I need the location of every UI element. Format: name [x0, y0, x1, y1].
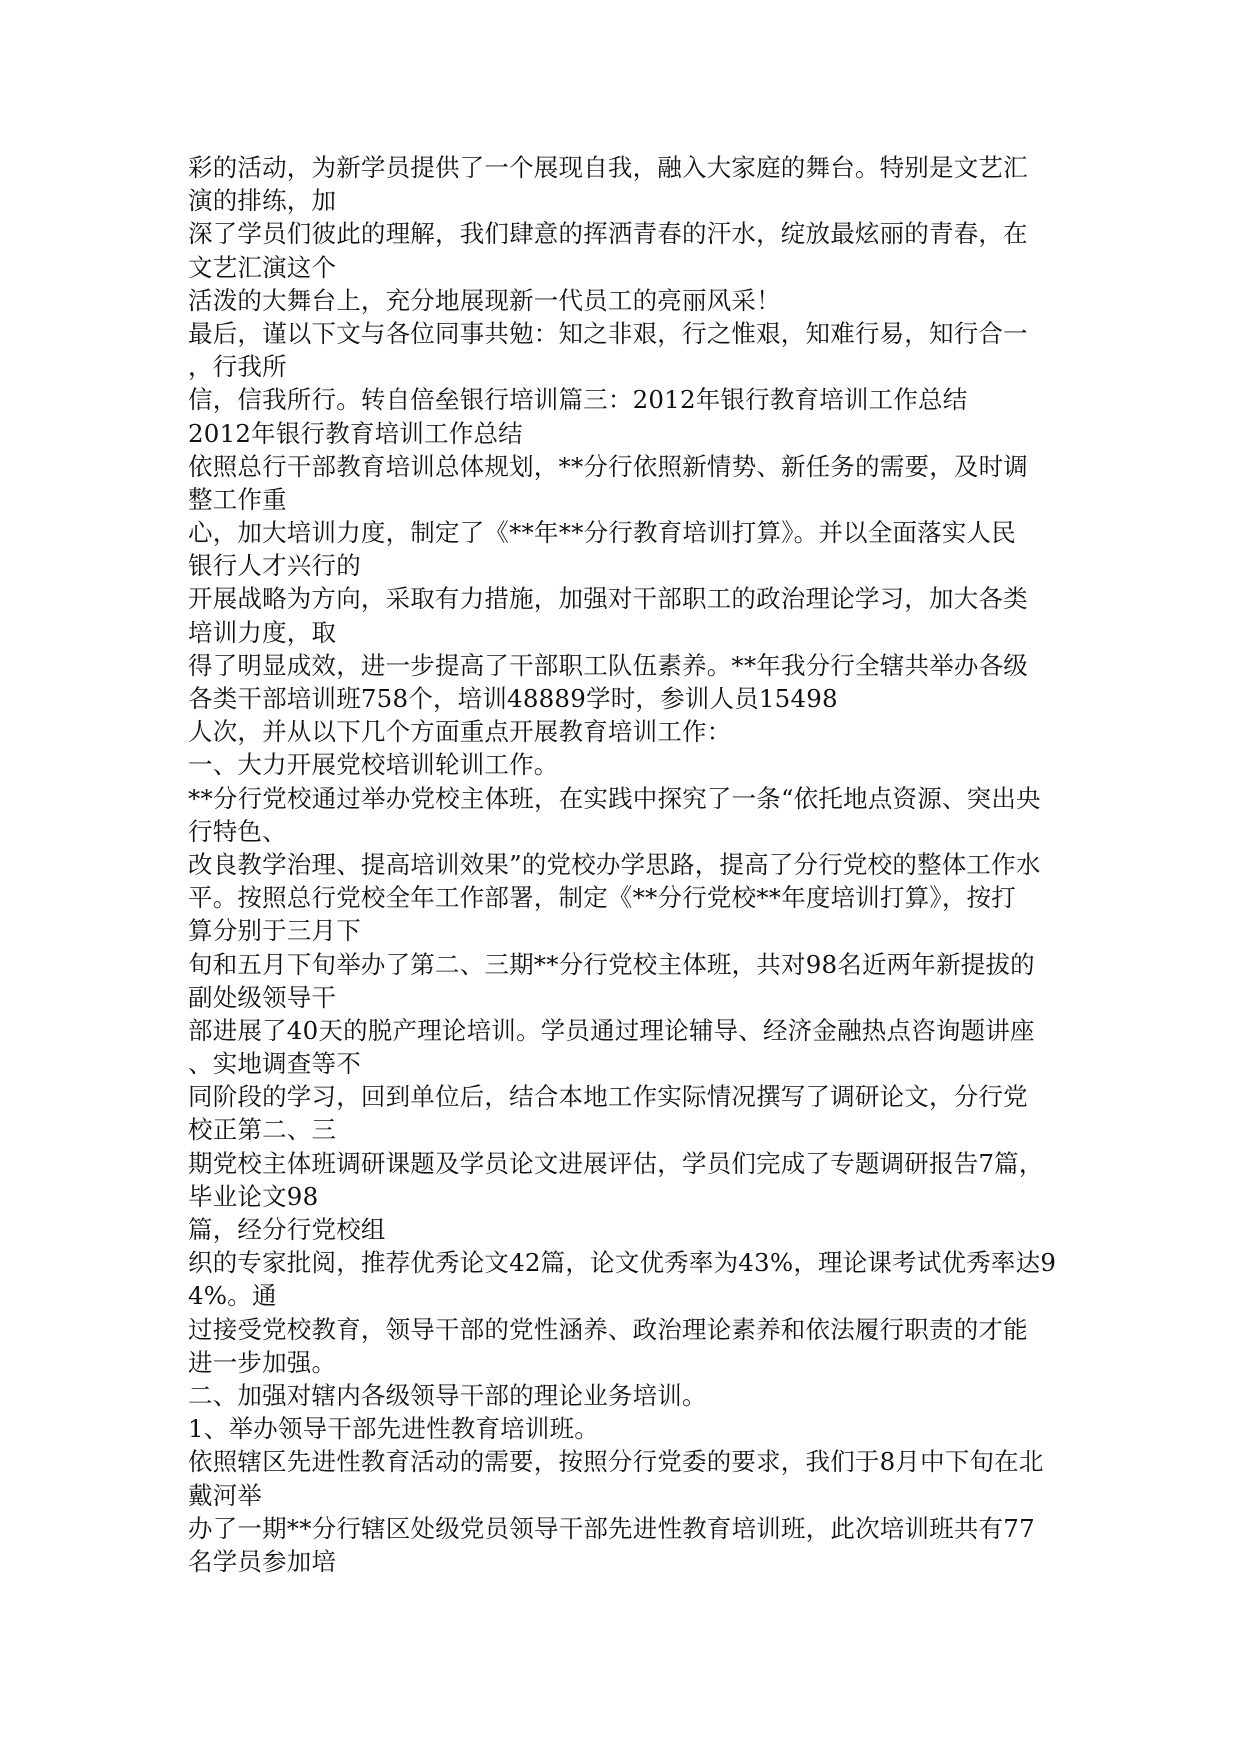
text-line: 戴河举 [188, 1480, 263, 1510]
text-line: 行特色、 [188, 816, 287, 846]
text-line: 副处级领导干 [188, 982, 337, 1012]
text-line: 算分别于三月下 [188, 916, 361, 946]
text-line: 旬和五月下旬举办了第二、三期**分行党校主体班，共对98名近两年新提拔的 [188, 949, 1035, 979]
text-line: 一、大力开展党校培训轮训工作。 [188, 750, 559, 780]
text-line: 同阶段的学习，回到单位后，结合本地工作实际情况撰写了调研论文，分行党 [188, 1082, 1028, 1112]
text-line: 期党校主体班调研课题及学员论文进展评估，学员们完成了专题调研报告7篇， [188, 1148, 1044, 1178]
text-line: 开展战略为方向，采取有力措施，加强对干部职工的政治理论学习，加大各类 [188, 584, 1028, 614]
text-line: 改良教学治理、提高培训效果”的党校办学思路，提高了分行党校的整体工作水 [188, 849, 1041, 879]
text-line: 心，加大培训力度，制定了《**年**分行教育培训打算》。并以全面落实人民 [188, 518, 1016, 548]
text-line: 人次，并从以下几个方面重点开展教育培训工作： [188, 717, 732, 747]
text-line: 最后，谨以下文与各位同事共勉：知之非艰，行之惟艰，知难行易，知行合一 [188, 318, 1028, 348]
document-body [188, 151, 1068, 1578]
text-line: 校正第二、三 [188, 1115, 337, 1145]
text-line: 银行人才兴行的 [188, 551, 361, 581]
text-line: 得了明显成效，进一步提高了干部职工队伍素养。**年我分行全辖共举办各级 [188, 650, 1028, 680]
text-line: 4%。通 [188, 1281, 277, 1311]
text-line: **分行党校通过举办党校主体班，在实践中探究了一条“依托地点资源、突出央 [188, 783, 1041, 813]
text-line: 部进展了40天的脱产理论培训。学员通过理论辅导、经济金融热点咨询题讲座 [188, 1015, 1035, 1045]
text-line: 2012年银行教育培训工作总结 [188, 418, 523, 448]
text-line: 整工作重 [188, 484, 287, 514]
text-line: 各类干部培训班758个，培训48889学时，参训人员15498 [188, 684, 838, 713]
text-line: 篇，经分行党校组 [188, 1215, 386, 1244]
text-line: 、实地调查等不 [188, 1049, 361, 1079]
text-line: 培训力度，取 [188, 617, 337, 647]
text-line: 织的专家批阅，推荐优秀论文42篇，论文优秀率为43%，理论课考试优秀率达9 [188, 1248, 1057, 1278]
text-line: 二、加强对辖内各级领导干部的理论业务培训。 [188, 1380, 707, 1410]
text-line: 毕业论文98 [188, 1181, 319, 1211]
text-line: 名学员参加培 [188, 1546, 337, 1576]
text-line: 彩的活动，为新学员提供了一个展现自我，融入大家庭的舞台。特别是文艺汇 [188, 153, 1028, 182]
text-line: 进一步加强。 [188, 1347, 337, 1377]
text-line: 过接受党校教育，领导干部的党性涵养、政治理论素养和依法履行职责的才能 [188, 1314, 1028, 1344]
text-line: ，行我所 [188, 352, 287, 382]
text-line: 依照辖区先进性教育活动的需要，按照分行党委的要求，我们于8月中下旬在北 [188, 1447, 1044, 1477]
text-line: 1、举办领导干部先进性教育培训班。 [188, 1414, 599, 1444]
text-line: 依照总行干部教育培训总体规划，**分行依照新情势、新任务的需要，及时调 [188, 451, 1028, 481]
text-line: 办了一期**分行辖区处级党员领导干部先进性教育培训班，此次培训班共有77 [188, 1513, 1035, 1543]
text-line: 演的排练，加 [188, 186, 337, 216]
text-line: 信，信我所行。转自倍垒银行培训篇三：2012年银行教育培训工作总结 [188, 385, 968, 415]
text-line: 深了学员们彼此的理解，我们肆意的挥洒青春的汗水，绽放最炫丽的青春，在 [188, 219, 1028, 249]
text-line: 平。按照总行党校全年工作部署，制定《**分行党校**年度培训打算》，按打 [188, 883, 1016, 913]
text-line: 活泼的大舞台上，充分地展现新一代员工的亮丽风采！ [188, 285, 781, 315]
text-line: 文艺汇演这个 [188, 252, 337, 282]
